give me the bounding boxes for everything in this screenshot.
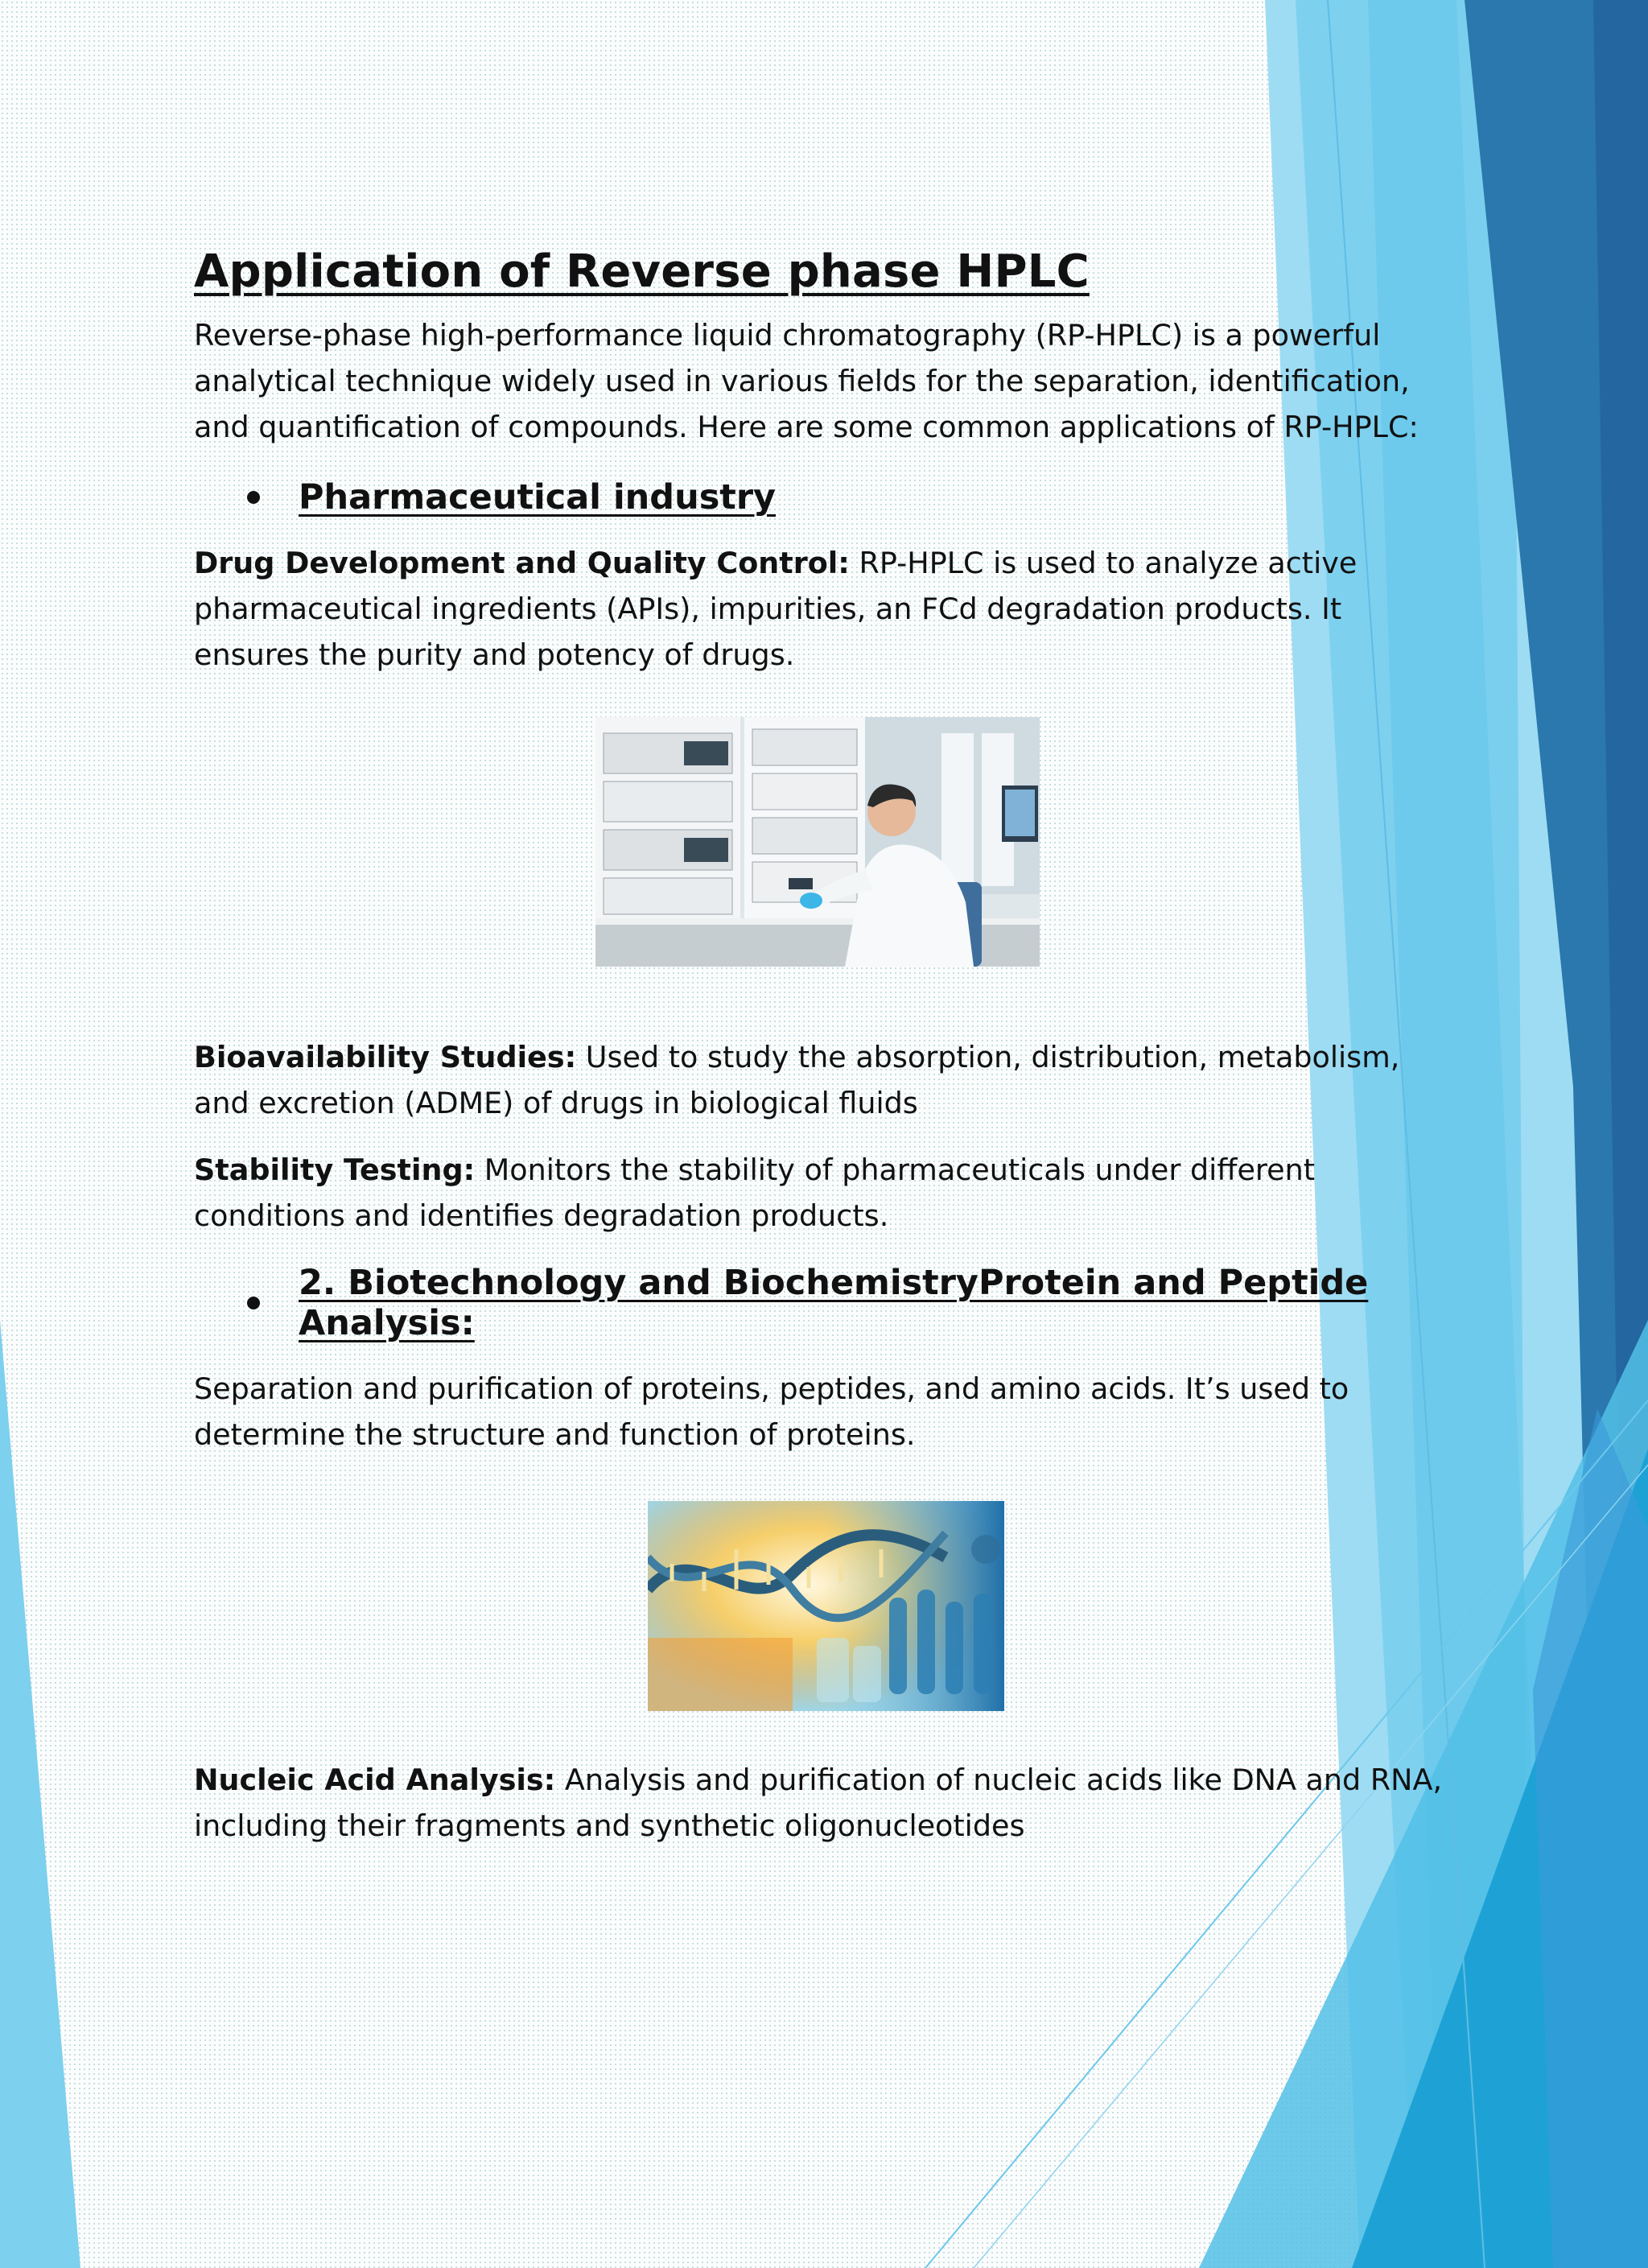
lab-photo: [595, 717, 1040, 967]
paragraph-text: Monitors the stability of pharmaceuticals under different conditions and identifies degradation products.: [194, 1153, 1316, 1233]
paragraph-stability-testing: [194, 1147, 1449, 1239]
paragraph-lead: Nucleic Acid Analysis:: [194, 1763, 556, 1797]
bullet-icon: [247, 491, 260, 504]
dna-photo: [648, 1501, 1004, 1711]
paragraph-nucleic-acid: [194, 1757, 1449, 1849]
section-heading-biotechnology: [247, 1263, 1449, 1343]
paragraph-lead: Stability Testing:: [194, 1153, 476, 1187]
scientist-lab-illustration: [595, 717, 1040, 967]
section-heading-pharmaceutical: [247, 477, 1449, 518]
intro-paragraph: Reverse-phase high-performance liquid chromatography (RP-HPLC) is a powerful analytical technique widely used in various fields for the separation, identification, and quantification of compounds. Here are some common applications of RP-HPLC:: [194, 318, 1419, 444]
paragraph-lead: Drug Development and Quality Control:: [194, 546, 850, 580]
paragraph-text: RP-HPLC is used to analyze active pharmaceutical ingredients (APIs), impurities, an FCd degradation products. It ensures the purity and potency of drugs.: [194, 546, 1358, 672]
paragraph-drug-development: [194, 540, 1449, 678]
section-heading-label: Pharmaceutical industry: [299, 477, 777, 518]
paragraph-lead: Bioavailability Studies:: [194, 1040, 577, 1074]
paragraph-text: Analysis and purification of nucleic acids like DNA and RNA, including their fragments and synthetic oligonucleotides: [194, 1763, 1443, 1843]
section-heading-label: 2. Biotechnology and BiochemistryProtein and Peptide Analysis:: [299, 1263, 1369, 1343]
dna-helix-illustration: [648, 1501, 1004, 1711]
paragraph-text: Used to study the absorption, distribution, metabolism, and excretion (ADME) of drugs in biological fluids: [194, 1040, 1400, 1120]
page-title: Application of Reverse phase HPLC: [194, 245, 1090, 298]
paragraph-protein-analysis: Separation and purification of proteins, peptides, and amino acids. It’s used to determine the structure and function of proteins.: [194, 1371, 1349, 1452]
bullet-icon: [247, 1297, 260, 1309]
paragraph-bioavailability: [194, 1034, 1449, 1126]
